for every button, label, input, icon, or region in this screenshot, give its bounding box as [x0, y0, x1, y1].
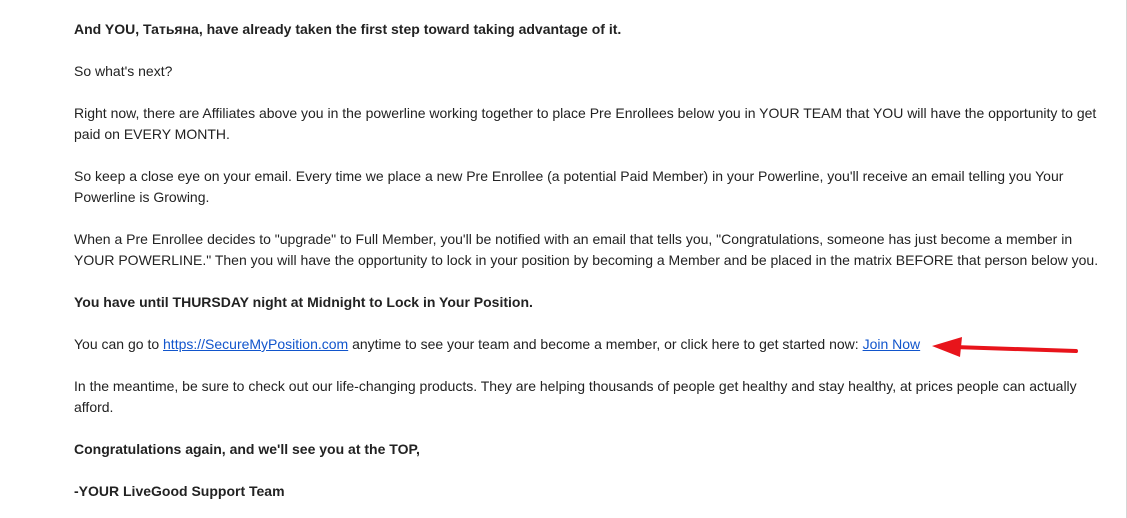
right-now-paragraph: Right now, there are Affiliates above you in the powerline working together to place Pre Enrollees below you in YOUR TEAM that YOU will have the opportunity to get paid on EVERY MONTH.	[74, 105, 1097, 142]
congrats-text: Congratulations again, and we'll see you at the TOP,	[74, 441, 420, 457]
arrow-shaft	[954, 347, 1076, 351]
deadline-text: You have until THURSDAY night at Midnight to Lock in Your Position.	[74, 294, 533, 310]
keep-eye-paragraph: So keep a close eye on your email. Every time we place a new Pre Enrollee (a potential Paid Member) in your Powerline, you'll receive an email telling you Your Powerline is Growing.	[74, 168, 1064, 205]
goto-middle-text: anytime to see your team and become a member, or click here to get started now:	[348, 336, 863, 352]
secure-my-position-link[interactable]: https://SecureMyPosition.com	[163, 336, 349, 352]
email-body	[74, 19, 1114, 502]
red-arrow-annotation-icon	[930, 334, 1085, 360]
greeting-line: And YOU, Татьяна, have already taken the first step toward taking advantage of it.	[74, 21, 622, 37]
whats-next-text: So what's next?	[74, 63, 173, 79]
goto-prefix-text: You can go to	[74, 336, 164, 352]
join-now-link[interactable]: Join Now	[862, 336, 921, 352]
signature-text: -YOUR LiveGood Support Team	[74, 483, 285, 499]
meantime-paragraph: In the meantime, be sure to check out our life-changing products. They are helping thousands of people get healthy and stay healthy, at prices people can actually afford.	[74, 378, 1077, 415]
upgrade-paragraph: When a Pre Enrollee decides to "upgrade" to Full Member, you'll be notified with an email that tells you, "Congratulations, someone has just become a member in YOUR POWERLINE." Then you will have the opportunity to lock in your position by becoming a Member and be placed in the matrix BEFORE that person below you.	[74, 231, 1099, 268]
arrow-head	[932, 337, 962, 357]
